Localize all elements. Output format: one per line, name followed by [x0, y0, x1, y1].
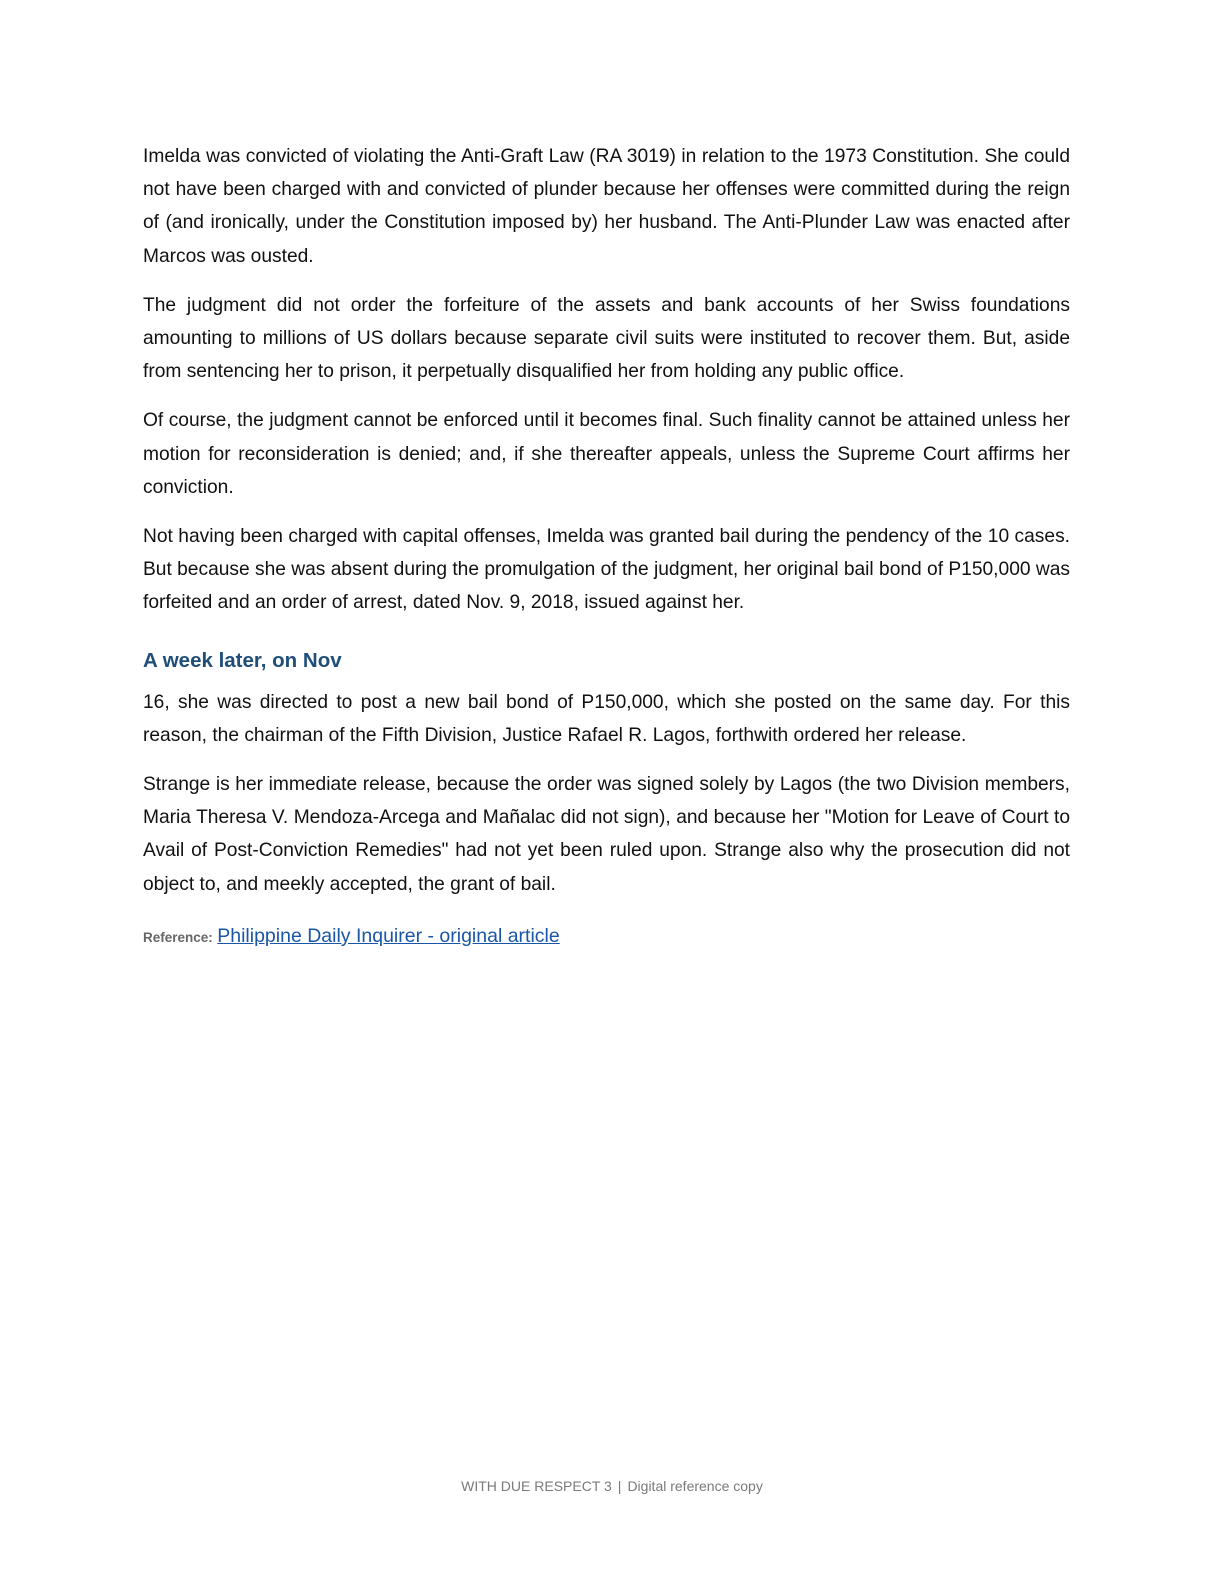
- section-heading: A week later, on Nov: [143, 648, 342, 672]
- footer-title: WITH DUE RESPECT 3: [461, 1478, 612, 1494]
- paragraph-conviction: Imelda was convicted of violating the Anti-Graft Law (RA 3019) in relation to the 1973 Constitution. She could not have been charged with and convicted of plunder because her offenses were committed during the reign of (and ironically, under the Constitution imposed by) her husband. The Anti-Plunder Law was enacted after Marcos was ousted.: [143, 146, 1070, 267]
- paragraph-new-bail: 16, she was directed to post a new bail bond of P150,000, which she posted on the same day. For this reason, the chairman of the Fifth Division, Justice Rafael R. Lagos, forthwith ordered her release.: [143, 691, 1070, 746]
- paragraph-forfeiture: The judgment did not order the forfeiture of the assets and bank accounts of her Swiss foundations amounting to millions of US dollars because separate civil suits were instituted to recover them. But, aside from sentencing her to prison, it perpetually disqualified her from holding any public office.: [143, 294, 1070, 383]
- footer-separator: |: [617, 1478, 622, 1494]
- paragraph-release: Strange is her immediate release, because the order was signed solely by Lagos (the two Division members, Maria Theresa V. Mendoza-Arcega and Mañalac did not sign), and because her "Motion for Leave of Court to Avail of Post-Conviction Remedies" had not yet been ruled upon. Strange also why the prosecution did not object to, and meekly accepted, the grant of bail.: [143, 774, 1070, 895]
- article-body: [143, 140, 1070, 953]
- reference-line: [143, 921, 1070, 953]
- reference-link[interactable]: Philippine Daily Inquirer - original article: [217, 924, 560, 947]
- paragraph-bail: Not having been charged with capital offenses, Imelda was granted bail during the pendency of the 10 cases. But because she was absent during the promulgation of the judgment, her original bail bond of P150,000 was forfeited and an order of arrest, dated Nov. 9, 2018, issued against her.: [143, 526, 1070, 614]
- footer-note: Digital reference copy: [627, 1478, 763, 1494]
- paragraph-finality: Of course, the judgment cannot be enforced until it becomes final. Such finality cannot be attained unless her motion for reconsideration is denied; and, if she thereafter appeals, unless the Supreme Court affirms her conviction.: [143, 410, 1070, 498]
- reference-label: Reference:: [143, 929, 213, 945]
- page-footer: [0, 1478, 1224, 1494]
